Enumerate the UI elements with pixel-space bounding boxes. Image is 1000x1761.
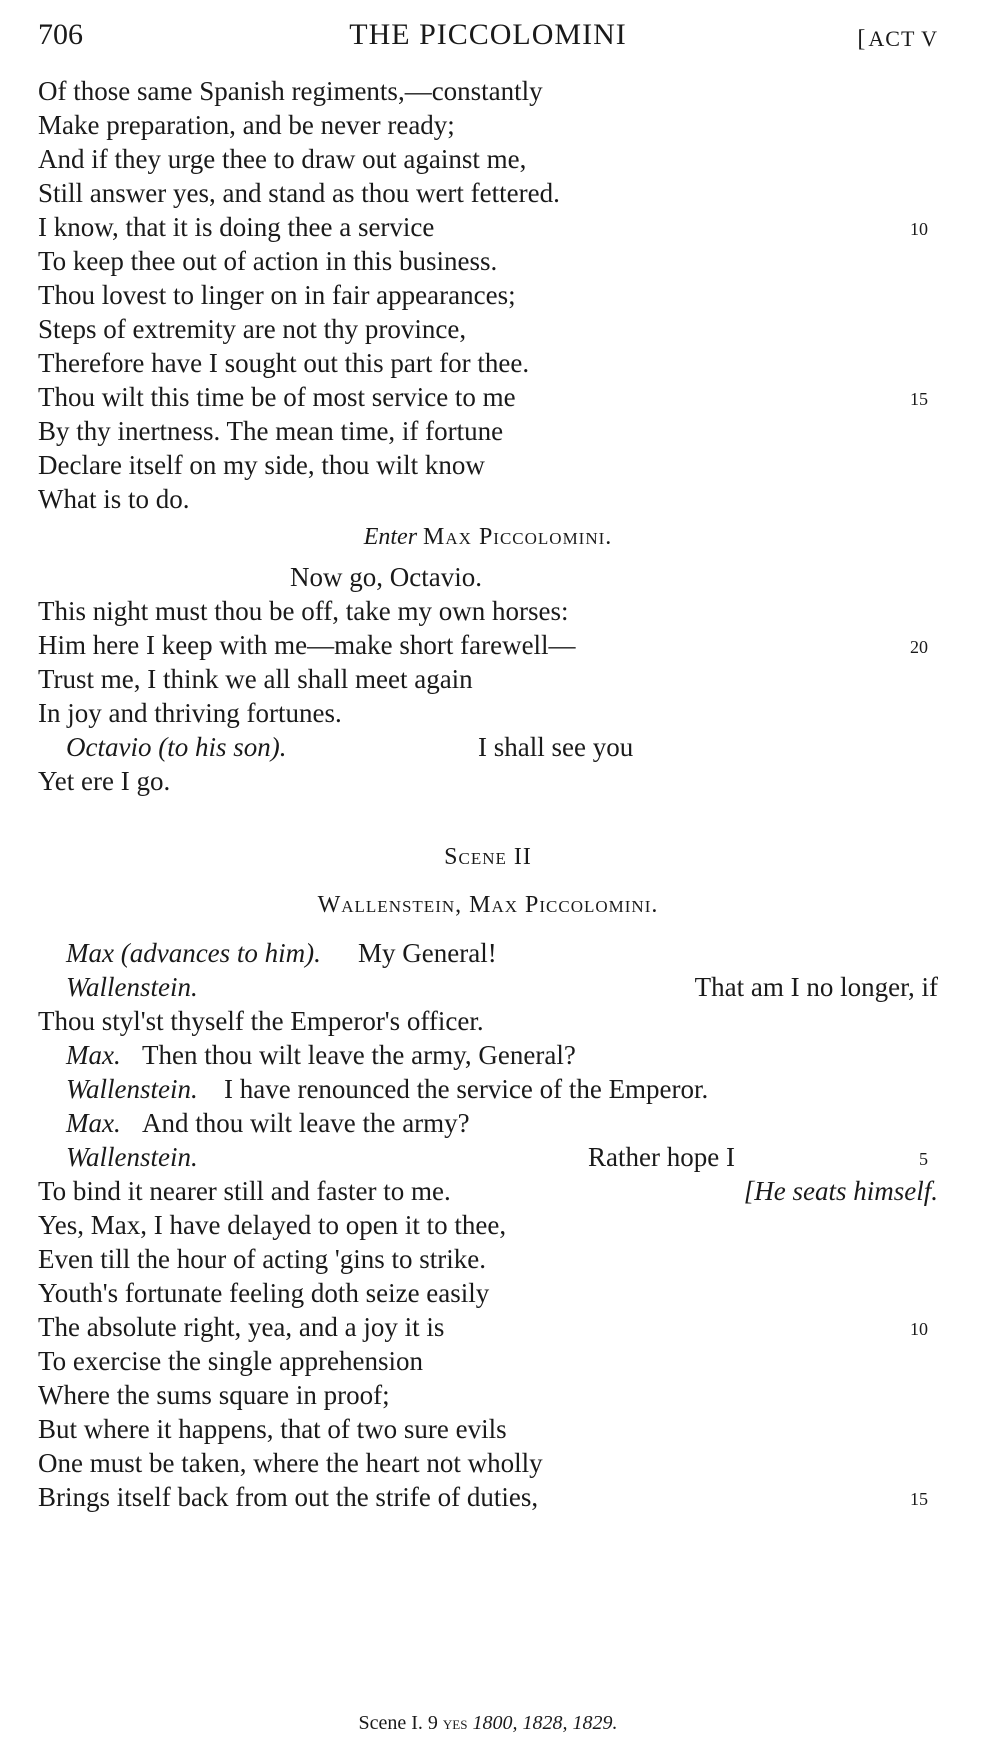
verse-text: And thou wilt leave the army?: [142, 1108, 470, 1138]
verse-text: Yes, Max, I have delayed to open it to thee,: [38, 1210, 507, 1240]
verse-text: Of those same Spanish regiments,—constantly: [38, 76, 543, 106]
verse-text: Now go, Octavio.: [290, 562, 482, 592]
verse-text: What is to do.: [38, 484, 190, 514]
verse-line: [38, 446, 938, 484]
verse-line: [38, 1036, 938, 1074]
verse-text: I know, that it is doing thee a service: [38, 212, 435, 242]
verse-line: [38, 660, 938, 698]
stage-entry: [38, 518, 938, 556]
verse-text: Him here I keep with me—make short farewell—: [38, 630, 576, 660]
verse-line: [38, 1002, 938, 1040]
stage-direction: [He seats himself.: [743, 1176, 938, 1206]
verse-line: [38, 1444, 938, 1482]
verse-text: And if they urge thee to draw out against me,: [38, 144, 527, 174]
verse-line: [38, 694, 938, 732]
verse-text: Therefore have I sought out this part for thee.: [38, 348, 530, 378]
verse-line: [38, 344, 938, 382]
verse-line: [38, 378, 938, 416]
footnote-line: 9: [427, 1712, 438, 1734]
verse-line: [38, 1104, 938, 1142]
scene-title: Scene II: [444, 844, 532, 870]
speaker-max: Max (advances to him).: [66, 938, 321, 968]
verse-text: This night must thou be off, take my own horses:: [38, 596, 569, 626]
verse-line: [38, 1376, 938, 1414]
verse-text: But where it happens, that of two sure evils: [38, 1414, 507, 1444]
footnote-scene: Scene I.: [358, 1712, 423, 1734]
character-list: Wallenstein, Max Piccolomini.: [317, 892, 659, 918]
verse-line: [38, 310, 938, 348]
verse-text: Then thou wilt leave the army, General?: [142, 1040, 576, 1070]
verse-line: [38, 140, 938, 178]
verse-text: By thy inertness. The mean time, if fortune: [38, 416, 504, 446]
line-number: 20: [910, 637, 928, 657]
verse-line: [38, 968, 938, 1006]
entry-name: Max Piccolomini.: [423, 524, 613, 550]
verse-text: Steps of extremity are not thy province,: [38, 314, 467, 344]
footnote-editions: 1800, 1828, 1829.: [472, 1712, 618, 1734]
footnote-word: yes: [442, 1713, 468, 1733]
line-number: 5: [919, 1149, 928, 1169]
verse-text: Still answer yes, and stand as thou wert fettered.: [38, 178, 560, 208]
verse-text: Trust me, I think we all shall meet again: [38, 664, 473, 694]
page-number: 706: [38, 18, 83, 51]
act-bracket: [: [857, 26, 867, 52]
verse-text: To keep thee out of action in this business.: [38, 246, 498, 276]
verse-line: [38, 1240, 938, 1278]
verse-text: Rather hope I: [588, 1142, 735, 1172]
scene-characters: [38, 886, 938, 924]
verse-line: [38, 1274, 938, 1312]
verse-line: [38, 72, 938, 110]
footnote: [38, 1712, 938, 1735]
act-text: ACT V: [868, 26, 938, 51]
verse-line: [38, 592, 938, 630]
speaker-max: Max.: [66, 1108, 121, 1138]
verse-text: To bind it nearer still and faster to me.: [38, 1176, 451, 1206]
act-label: [857, 26, 938, 53]
line-number: 15: [910, 1489, 928, 1509]
verse-text: Make preparation, and be never ready;: [38, 110, 455, 140]
entry-word: Enter: [363, 524, 418, 550]
verse-line: [38, 174, 938, 212]
speaker-max: Max.: [66, 1040, 121, 1070]
line-number: 15: [910, 389, 928, 409]
verse-text: I have renounced the service of the Emperor.: [224, 1074, 709, 1104]
verse-line: [38, 558, 938, 596]
line-number: 10: [910, 1319, 928, 1339]
verse-line: [38, 276, 938, 314]
verse-line: [38, 242, 938, 280]
verse-text: The absolute right, yea, and a joy it is: [38, 1312, 445, 1342]
verse-line: [38, 1138, 938, 1176]
verse-line: [38, 1308, 938, 1346]
verse-text: Brings itself back from out the strife of duties,: [38, 1482, 539, 1512]
verse-text: I shall see you: [478, 732, 634, 762]
verse-line: [38, 626, 938, 664]
verse-line: [38, 1206, 938, 1244]
verse-text: One must be taken, where the heart not wholly: [38, 1448, 543, 1478]
verse-line: [38, 208, 938, 246]
verse-text: Youth's fortunate feeling doth seize easily: [38, 1278, 490, 1308]
verse-text: Thou styl'st thyself the Emperor's officer.: [38, 1006, 484, 1036]
verse-line: [38, 934, 938, 972]
verse-line: [38, 1172, 938, 1210]
running-head: [38, 18, 938, 58]
verse-text: Yet ere I go.: [38, 766, 171, 796]
speaker-wallenstein: Wallenstein.: [66, 1074, 198, 1104]
verse-text: To exercise the single apprehension: [38, 1346, 423, 1376]
verse-line: [38, 480, 938, 518]
verse-text: Declare itself on my side, thou wilt know: [38, 450, 485, 480]
verse-line: [38, 728, 938, 766]
scene-heading: [38, 838, 938, 876]
verse-line: [38, 1410, 938, 1448]
verse-text: Thou lovest to linger on in fair appearances;: [38, 280, 516, 310]
verse-text: Where the sums square in proof;: [38, 1380, 390, 1410]
verse-line: [38, 762, 938, 800]
verse-line: [38, 106, 938, 144]
verse-line: [38, 412, 938, 450]
book-title: THE PICCOLOMINI: [349, 18, 627, 51]
verse-text: Even till the hour of acting 'gins to strike.: [38, 1244, 487, 1274]
speaker-octavio: Octavio (to his son).: [66, 732, 287, 762]
verse-text: Thou wilt this time be of most service to me: [38, 382, 516, 412]
verse-line: [38, 1070, 938, 1108]
verse-line: [38, 1478, 938, 1516]
verse-text: In joy and thriving fortunes.: [38, 698, 342, 728]
verse-line: [38, 1342, 938, 1380]
speaker-wallenstein: Wallenstein.: [66, 1142, 198, 1172]
speaker-wallenstein: Wallenstein.: [66, 972, 198, 1002]
verse-text: That am I no longer, if: [694, 972, 938, 1002]
line-number: 10: [910, 219, 928, 239]
verse-text: My General!: [358, 938, 497, 968]
